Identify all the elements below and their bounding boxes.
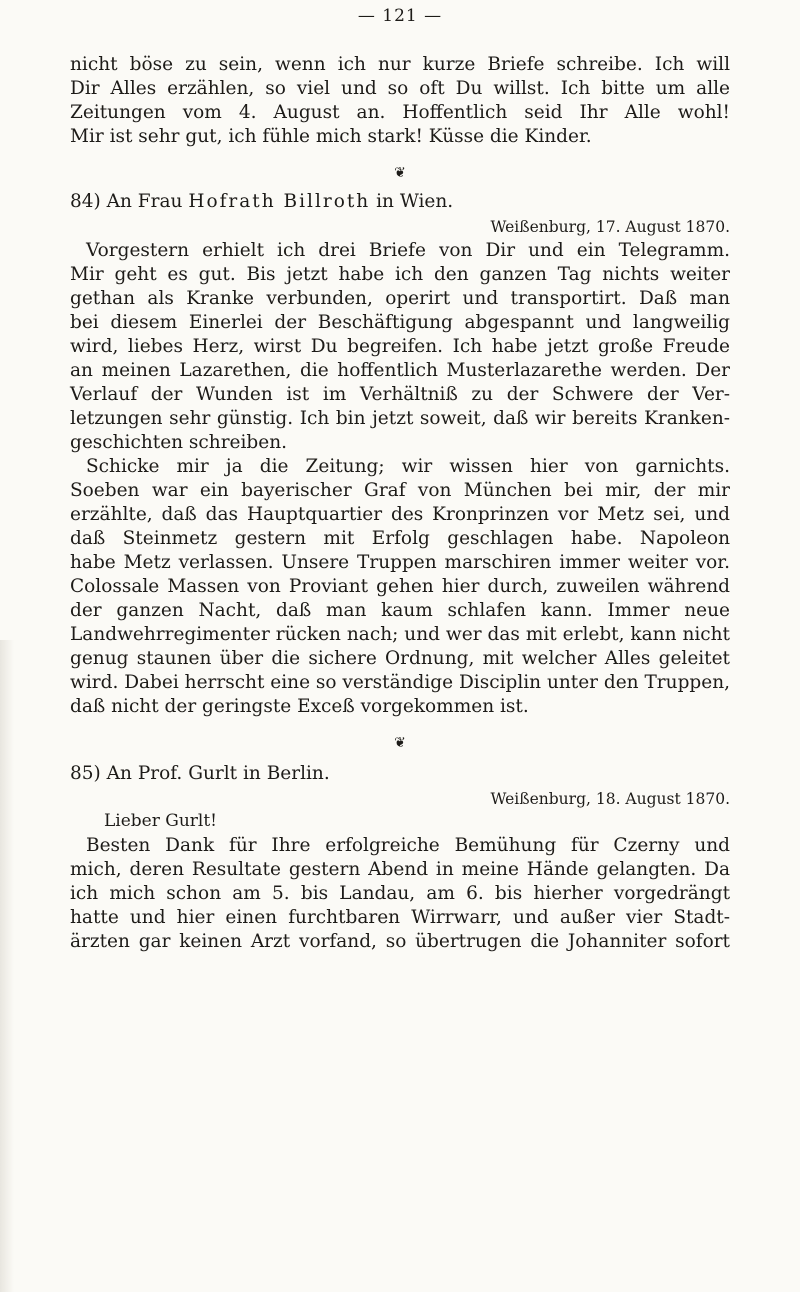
text-line: letzungen sehr günstig. Ich bin jetzt soweit, daß wir bereits Kranken-: [70, 408, 730, 429]
dateline: Weißenburg, 18. August 1870.: [490, 790, 730, 808]
text-line: Verlauf der Wunden ist im Verhältniß zu der Schwere der Ver-: [70, 384, 730, 405]
text-line: Landwehrregimenter rücken nach; und wer das mit erlebt, kann nicht: [70, 624, 730, 645]
text-line: ich mich schon am 5. bis Landau, am 6. bis hierher vorgedrängt: [70, 883, 730, 904]
text-line: Soeben war ein bayerischer Graf von München bei mir, der mir: [70, 480, 730, 501]
text-line: Mir ist sehr gut, ich fühle mich stark! Küsse die Kinder.: [70, 126, 592, 147]
text-line: geschichten schreiben.: [70, 432, 287, 453]
text-line: daß Steinmetz gestern mit Erfolg geschlagen habe. Napoleon: [70, 528, 730, 549]
text-line: Zeitungen vom 4. August an. Hoffentlich seid Ihr Alle wohl!: [70, 102, 730, 123]
text-line: Colossale Massen von Proviant gehen hier durch, zuweilen während: [70, 576, 730, 597]
text-line: der ganzen Nacht, daß man kaum schlafen kann. Immer neue: [70, 600, 730, 621]
section-separator-ornament: ❦: [394, 165, 406, 181]
letter-heading: [70, 190, 730, 214]
text-line: Vorgestern erhielt ich drei Briefe von Dir und ein Telegramm.: [86, 240, 730, 261]
text-line: ärzten gar keinen Arzt vorfand, so übertrugen die Johanniter sofort: [70, 931, 730, 952]
page-number: — 121 —: [357, 6, 443, 26]
text-line: wird. Dabei herrscht eine so verständige Disciplin unter den Truppen,: [70, 672, 730, 693]
salutation: Lieber Gurlt!: [104, 811, 218, 831]
heading-recipient: Prof. Gurlt: [137, 763, 238, 784]
text-line: Mir geht es gut. Bis jetzt habe ich den ganzen Tag nichts weiter: [70, 264, 730, 285]
text-line: mich, deren Resultate gestern Abend in meine Hände gelangten. Da: [70, 859, 730, 880]
text-line: Besten Dank für Ihre erfolgreiche Bemühung für Czerny und: [86, 835, 730, 856]
text-line: wird, liebes Herz, wirst Du begreifen. Ich habe jetzt große Freude: [70, 336, 730, 357]
heading-prefix: 85) An: [70, 763, 132, 784]
heading-prefix: 84) An Frau: [70, 191, 183, 212]
text-line: bei diesem Einerlei der Beschäftigung abgespannt und langweilig: [70, 312, 730, 333]
text-line: hatte und hier einen furchtbaren Wirrwarr, und außer vier Stadt-: [70, 907, 730, 928]
text-line: Schicke mir ja die Zeitung; wir wissen hier von garnichts.: [86, 456, 730, 477]
text-line: gethan als Kranke verbunden, operirt und transportirt. Daß man: [70, 288, 730, 309]
text-line: erzählte, daß das Hauptquartier des Kronprinzen vor Metz sei, und: [70, 504, 730, 525]
text-line: nicht böse zu sein, wenn ich nur kurze Briefe schreibe. Ich will: [70, 54, 730, 75]
text-line: genug staunen über die sichere Ordnung, mit welcher Alles geleitet: [70, 648, 730, 669]
letter-heading: [70, 762, 730, 786]
dateline: Weißenburg, 17. August 1870.: [490, 218, 730, 236]
heading-recipient: Hofrath Billroth: [188, 191, 371, 212]
text-line: Dir Alles erzählen, so viel und so oft Du willst. Ich bitte um alle: [70, 78, 730, 99]
text-line: habe Metz verlassen. Unsere Truppen marschiren immer weiter vor.: [70, 552, 730, 573]
heading-place: in Wien.: [376, 191, 454, 212]
heading-place: in Berlin.: [242, 763, 330, 784]
text-line: daß nicht der geringste Exceß vorgekommen ist.: [70, 696, 529, 717]
section-separator-ornament: ❦: [394, 735, 406, 751]
text-line: an meinen Lazarethen, die hoffentlich Musterlazarethe werden. Der: [70, 360, 730, 381]
